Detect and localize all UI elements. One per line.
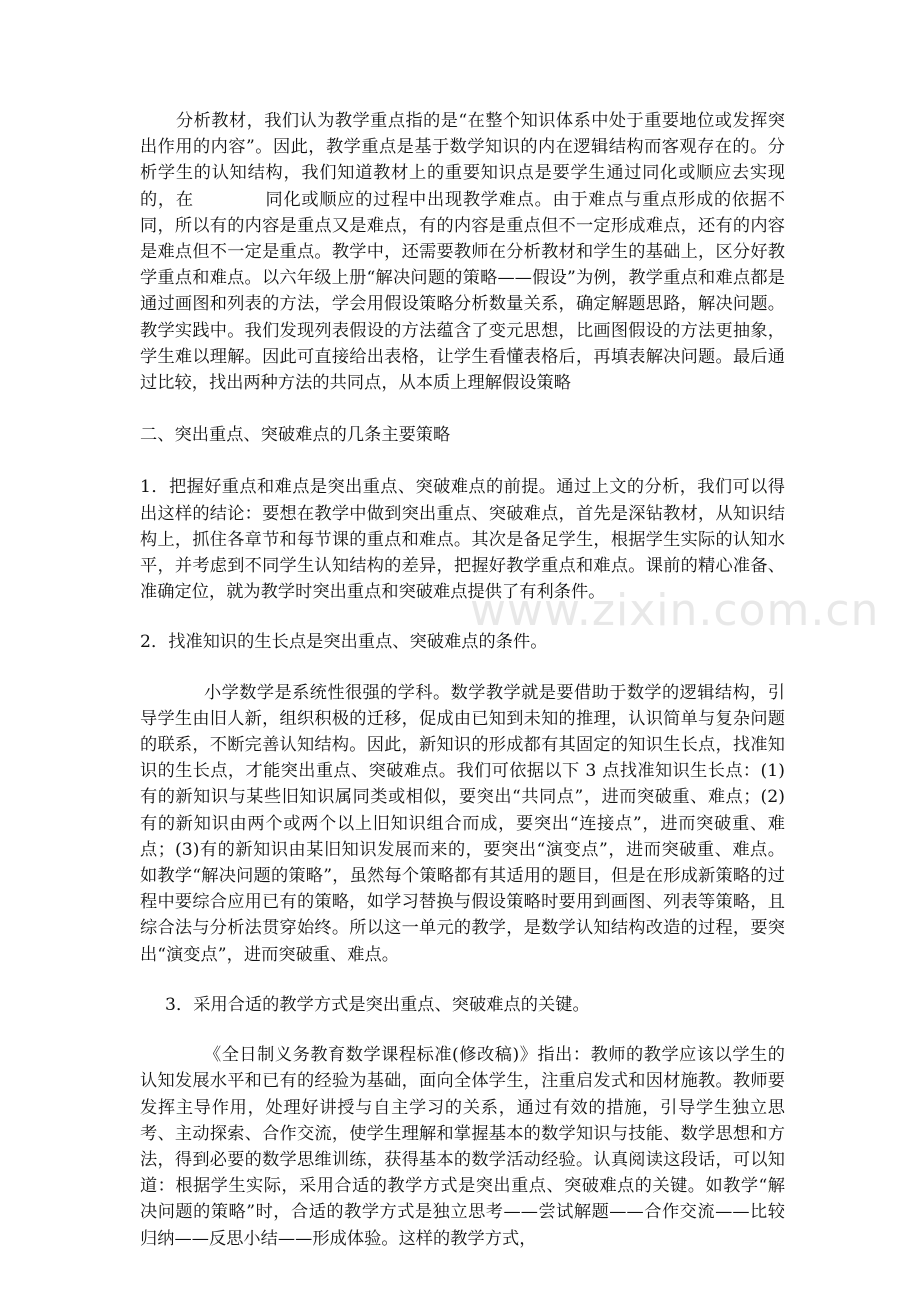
- watermark-text: www.zixin.com.cn: [470, 585, 880, 636]
- section-heading-2: 二、突出重点、突破难点的几条主要策略: [140, 425, 451, 446]
- strategy-2-title: 2．找准知识的生长点是突出重点、突破难点的条件。: [140, 632, 548, 653]
- strategy-3-title: 3．采用合适的教学方式是突出重点、突破难点的关键。: [165, 994, 590, 1015]
- strategy-2-body: 小学数学是系统性很强的学科。数学教学就是要借助于数学的逻辑结构，引导学生由旧人新，组织积极的迁移，促成由已知到未知的推理，认识简单与复杂问题的联系，不断完善认知结构。因此，新知识的形成都有其固定的知识生长点，找准知识的生长点，才能突出重点、突破难点。我们可依据以下 3 点找准知识生长点：(1)有的新知识与某些旧知识属同类或相似，要突出“共同点”，进而突破重、难点；(2)有的新知识由两个或两个以上旧知识组合而成，要突出“连接点”，进而突破重、难点；(3)有的新知识由某旧知识发展而来的，要突出“演变点”，进而突破重、难点。如教学“解决问题的策略”，虽然每个策略都有其适用的题目，但是在形成新策略的过程中要综合应用已有的策略，如学习替换与假设策略时要用到画图、列表等策略，且综合法与分析法贯穿始终。所以这一单元的教学，是数学认知结构改造的过程，要突出“演变点”，进而突破重、难点。: [140, 682, 785, 965]
- strategy-1-paragraph: 1．把握好重点和难点是突出重点、突破难点的前提。通过上文的分析，我们可以得出这样的结论：要想在教学中做到突出重点、突破难点，首先是深钻教材，从知识结构上，抓住各章节和每节课的重点和难点。其次是备足学生，根据学生实际的认知水平，并考虑到不同学生认知结构的差异，把握好教学重点和难点。课前的精心准备、准确定位，就为教学时突出重点和突破难点提供了有利条件。: [140, 477, 785, 603]
- strategy-3-body: 《全日制义务教育数学课程标准(修改稿)》指出：教师的教学应该以学生的认知发展水平和已有的经验为基础，面向全体学生，注重启发式和因材施教。教师要发挥主导作用，处理好讲授与自主学习的关系，通过有效的措施，引导学生独立思考、主动探索、合作交流，使学生理解和掌握基本的数学知识与技能、数学思想和方法，得到必要的数学思维训练，获得基本的数学活动经验。认真阅读这段话，可以知道：根据学生实际，采用合适的教学方式是突出重点、突破难点的关键。如教学“解决问题的策略”时，合适的教学方式是独立思考——尝试解题——合作交流——比较归纳——反思小结——形成体验。这样的教学方式，: [140, 1045, 785, 1249]
- intro-paragraph: 分析教材，我们认为教学重点指的是“在整个知识体系中处于重要地位或发挥突出作用的内容”。因此，教学重点是基于数学知识的内在逻辑结构而客观存在的。分析学生的认知结构，我们知道教材上的重要知识点是要学生通过同化或顺应去实现的，在 同化或顺应的过程中出现教学难点。由于难点与重点形成的依据不同，所以有的内容是重点又是难点，有的内容是重点但不一定形成难点，还有的内容是难点但不一定是重点。教学中，还需要教师在分析教材和学生的基础上，区分好教学重点和难点。以六年级上册“解决问题的策略——假设”为例，教学重点和难点都是通过画图和列表的方法，学会用假设策略分析数量关系，确定解题思路，解决问题。教学实践中。我们发现列表假设的方法蕴含了变元思想，比画图假设的方法更抽象，学生难以理解。因此可直接给出表格，让学生看懂表格后，再填表解决问题。最后通过比较，找出两种方法的共同点，从本质上理解假设策略: [140, 111, 785, 394]
- document-body: [140, 108, 785, 1252]
